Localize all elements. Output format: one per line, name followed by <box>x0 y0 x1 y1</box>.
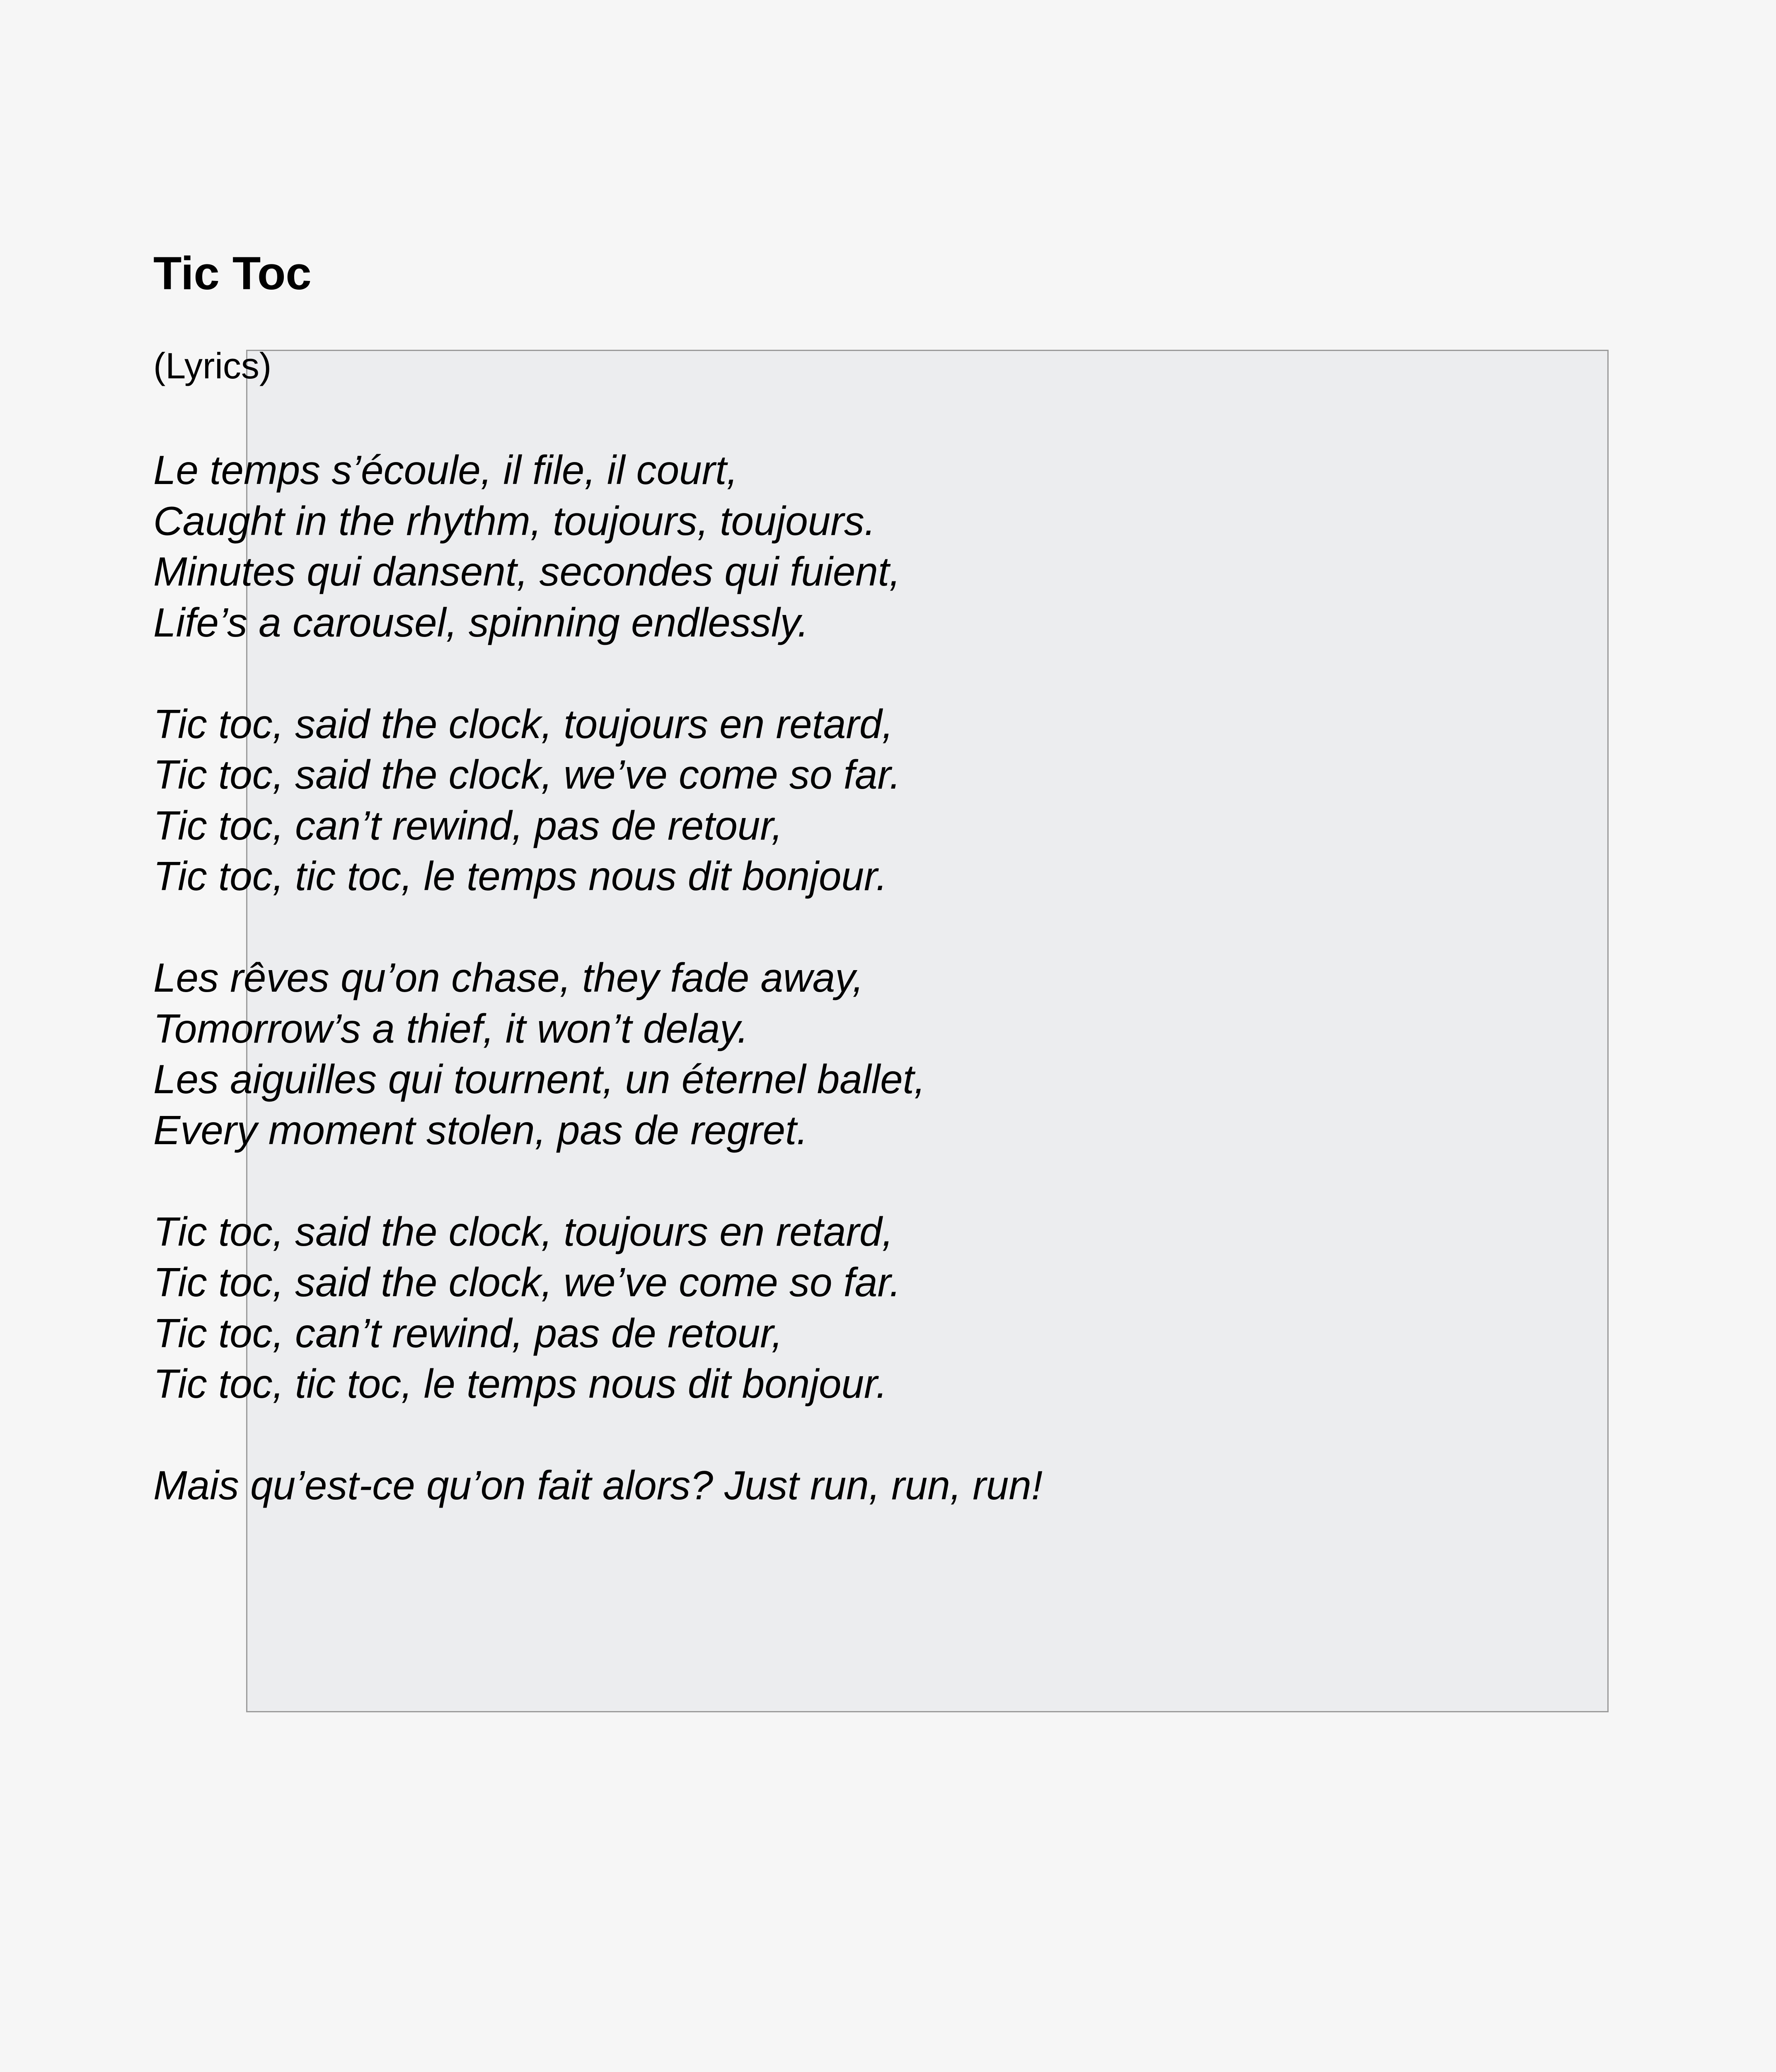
lyric-line: Tic toc, said the clock, toujours en retard, <box>153 701 893 747</box>
lyrics-body <box>153 445 1686 1511</box>
lyric-line: Caught in the rhythm, toujours, toujours. <box>153 498 876 544</box>
lyric-line: Tomorrow’s a thief, it won’t delay. <box>153 1005 749 1051</box>
lyric-line: Tic toc, said the clock, we’ve come so far. <box>153 1259 901 1305</box>
lyric-line: Tic toc, can’t rewind, pas de retour, <box>153 1310 783 1356</box>
lyric-line: Tic toc, said the clock, toujours en retard, <box>153 1208 893 1254</box>
stanza-2-chorus <box>153 699 1686 902</box>
lyric-line: Minutes qui dansent, secondes qui fuient, <box>153 549 901 594</box>
stanza-4-chorus <box>153 1206 1686 1409</box>
lyric-line: Every moment stolen, pas de regret. <box>153 1107 808 1153</box>
stanza-5-outro <box>153 1460 1686 1511</box>
lyric-line: Tic toc, can’t rewind, pas de retour, <box>153 802 783 848</box>
lyrics-document <box>153 244 1686 1561</box>
stanza-3 <box>153 952 1686 1155</box>
lyric-line: Tic toc, said the clock, we’ve come so far. <box>153 752 901 797</box>
lyric-line: Mais qu’est-ce qu’on fait alors? Just run, run, run! <box>153 1462 1043 1508</box>
song-title: Tic Toc <box>153 247 312 299</box>
lyric-line: Les rêves qu’on chase, they fade away, <box>153 955 864 1000</box>
lyric-line: Le temps s’écoule, il file, il court, <box>153 447 738 493</box>
stanza-1 <box>153 445 1686 648</box>
lyric-line: Les aiguilles qui tournent, un éternel ballet, <box>153 1056 926 1102</box>
lyric-line: Tic toc, tic toc, le temps nous dit bonjour. <box>153 1361 888 1406</box>
lyric-line: Life’s a carousel, spinning endlessly. <box>153 599 809 645</box>
lyric-line: Tic toc, tic toc, le temps nous dit bonjour. <box>153 853 888 899</box>
song-subtitle: (Lyrics) <box>153 345 272 386</box>
